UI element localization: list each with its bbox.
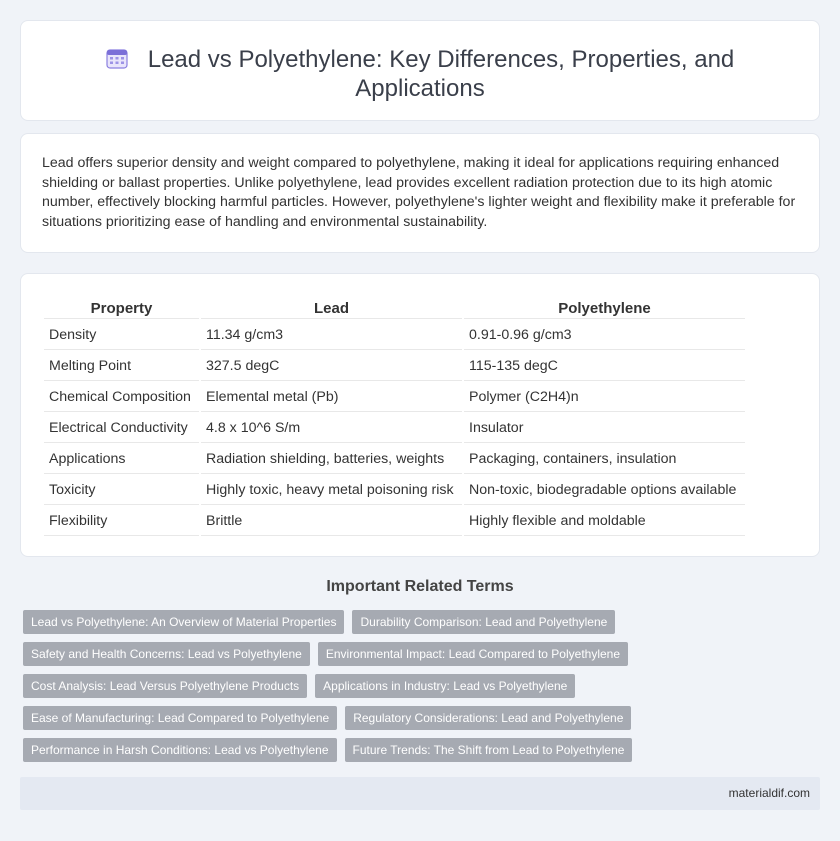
related-term-link[interactable]: Environmental Impact: Lead Compared to Polyethylene: [318, 642, 628, 666]
table-cell: 115-135 degC: [464, 352, 745, 381]
table-cell: 4.8 x 10^6 S/m: [201, 414, 462, 443]
table-row: [44, 352, 745, 381]
table-row: [44, 445, 745, 474]
table-cell: Brittle: [201, 507, 462, 536]
page-title-text: Lead vs Polyethylene: Key Differences, Properties, and Applications: [147, 46, 735, 102]
related-term-link[interactable]: Ease of Manufacturing: Lead Compared to Polyethylene: [23, 706, 337, 730]
related-terms-heading: Important Related Terms: [326, 578, 514, 595]
table-cell: Elemental metal (Pb): [201, 383, 462, 412]
calendar-icon: [106, 47, 128, 69]
table-cell: Highly toxic, heavy metal poisoning risk: [201, 476, 462, 505]
tag-row: [23, 738, 803, 762]
column-header-polyethylene: Polyethylene: [464, 298, 745, 319]
table-cell: 0.91-0.96 g/cm3: [464, 321, 745, 350]
table-cell: Insulator: [464, 414, 745, 443]
table-row: [44, 476, 745, 505]
table-cell: Electrical Conductivity: [44, 414, 199, 443]
table-cell: Highly flexible and moldable: [464, 507, 745, 536]
title-card: [20, 20, 820, 121]
table-cell: Density: [44, 321, 199, 350]
related-term-link[interactable]: Performance in Harsh Conditions: Lead vs Polyethylene: [23, 738, 337, 762]
table-cell: Chemical Composition: [44, 383, 199, 412]
table-cell: 11.34 g/cm3: [201, 321, 462, 350]
table-cell: Non-toxic, biodegradable options available: [464, 476, 745, 505]
related-term-link[interactable]: Lead vs Polyethylene: An Overview of Material Properties: [23, 610, 344, 634]
table-cell: Melting Point: [44, 352, 199, 381]
table-row: [44, 321, 745, 350]
table-header-row: [44, 298, 745, 319]
related-term-link[interactable]: Regulatory Considerations: Lead and Polyethylene: [345, 706, 631, 730]
intro-paragraph: Lead offers superior density and weight compared to polyethylene, making it ideal for applications requiring enhanced shielding or ballast properties. Unlike polyethylene, lead provides excellent radiation protection due to its high atomic number, effectively blocking harmful particles. However, polyethylene's lighter weight and flexibility make it preferable for situations prioritizing ease of handling and environmental sustainability.: [42, 155, 796, 230]
table-cell: Packaging, containers, insulation: [464, 445, 745, 474]
footer: [20, 777, 820, 810]
table-cell: Radiation shielding, batteries, weights: [201, 445, 462, 474]
footer-site-name: materialdif.com: [728, 786, 810, 800]
page-title: [21, 45, 819, 103]
table-cell: Flexibility: [44, 507, 199, 536]
related-terms-list: [23, 610, 803, 770]
table-row: [44, 383, 745, 412]
related-term-link[interactable]: Applications in Industry: Lead vs Polyethylene: [315, 674, 575, 698]
table-cell: Toxicity: [44, 476, 199, 505]
related-term-link[interactable]: Future Trends: The Shift from Lead to Polyethylene: [345, 738, 633, 762]
column-header-property: Property: [44, 298, 199, 319]
tag-row: [23, 674, 803, 698]
tag-row: [23, 706, 803, 730]
comparison-table: [42, 296, 747, 538]
related-term-link[interactable]: Durability Comparison: Lead and Polyethylene: [352, 610, 615, 634]
table-cell: 327.5 degC: [201, 352, 462, 381]
table-row: [44, 414, 745, 443]
table-row: [44, 507, 745, 536]
title-wrap: [21, 45, 819, 103]
tag-row: [23, 610, 803, 634]
table-cell: Applications: [44, 445, 199, 474]
table-cell: Polymer (C2H4)n: [464, 383, 745, 412]
tag-row: [23, 642, 803, 666]
column-header-lead: Lead: [201, 298, 462, 319]
related-term-link[interactable]: Safety and Health Concerns: Lead vs Polyethylene: [23, 642, 310, 666]
comparison-table-card: [20, 273, 820, 557]
intro-card: [20, 133, 820, 253]
related-term-link[interactable]: Cost Analysis: Lead Versus Polyethylene Products: [23, 674, 307, 698]
